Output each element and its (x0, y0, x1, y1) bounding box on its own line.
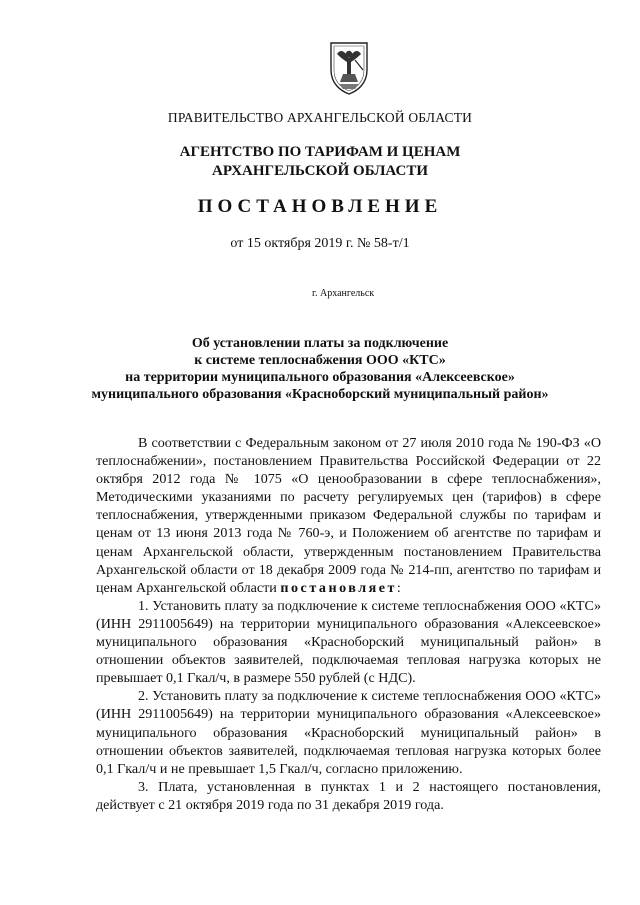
item-1: 1. Установить плату за подключение к системе теплоснабжения ООО «КТС» (ИНН 2911005649) на территории муниципального образования «Алексеевское» муниципального образования «Красноборский муниципальный район» в отношении объектов заявителей, подключаемая тепловая нагрузка которых не превышает 0,1 Гкал/ч, в размере 550 рублей (с НДС). (96, 597, 601, 687)
agency-name (0, 143, 640, 181)
item-2: 2. Установить плату за подключение к системе теплоснабжения ООО «КТС» (ИНН 2911005649) на территории муниципального образования «Алексеевское» муниципального образования «Красноборский муниципальный район» в отношении объектов заявителей, подключаемая тепловая нагрузка которых более 0,1 Гкал/ч и не превышает 1,5 Гкал/ч, согласно приложению. (96, 688, 601, 777)
subject-line3: на территории муниципального образования «Алексеевское» (125, 370, 515, 385)
preamble-text: В соответствии с Федеральным законом от 27 июля 2010 года № 190-ФЗ «О теплоснабжении», постановлением Правительства Российской Федерации от 22 октября 2012 года № 1075 «О ценообразовании в сфере теплоснабжения», Методическими указаниями по расчету регулируемых цен (тарифов) в сфере теплоснабжения, утвержденными приказом Федеральной службы по тарифам и ценам от 13 июня 2013 года № 760-э, и Положением об агентстве по тарифам и ценам Архангельской области, утвержденным постановлением Правительства Архангельской области от 18 декабря 2009 года № 214-пп, агентство по тарифам и ценам Архангельской области (96, 435, 601, 596)
subject-line4: муниципального образования «Красноборский муниципальный район» (91, 387, 549, 402)
decree-title: ПОСТАНОВЛЕНИЕ (197, 196, 443, 217)
preamble-paragraph (96, 434, 601, 597)
resolves-word: постановляет (280, 579, 397, 596)
agency-name-line2: АРХАНГЕЛЬСКОЙ ОБЛАСТИ (212, 163, 428, 179)
decree-subject (0, 335, 640, 403)
agency-name-line1: АГЕНТСТВО ПО ТАРИФАМ И ЦЕНАМ (179, 144, 461, 160)
city-name: г. Архангельск (312, 288, 375, 299)
coat-of-arms-icon (327, 40, 371, 96)
decree-body (96, 434, 601, 814)
decree-date-number: от 15 октября 2019 г. № 58-т/1 (230, 236, 410, 251)
subject-line1: Об установлении платы за подключение (191, 336, 449, 351)
item-3: 3. Плата, установленная в пунктах 1 и 2 настоящего постановления, действует с 21 октября 2019 года по 31 декабря 2019 года. (96, 778, 601, 813)
subject-line2: к системе теплоснабжения ООО «КТС» (194, 353, 446, 368)
resolves-colon: : (396, 579, 401, 596)
government-name: ПРАВИТЕЛЬСТВО АРХАНГЕЛЬСКОЙ ОБЛАСТИ (167, 110, 473, 125)
